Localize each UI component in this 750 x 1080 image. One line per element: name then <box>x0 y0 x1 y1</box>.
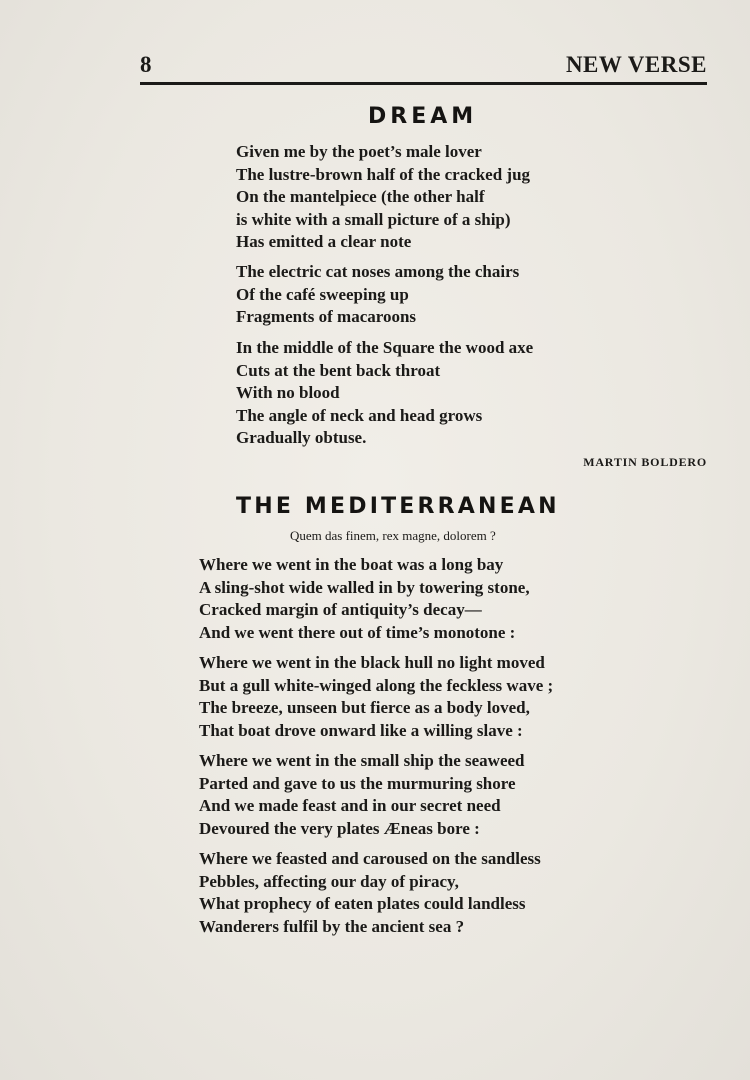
poem-line: Parted and gave to us the murmuring shore <box>199 773 516 793</box>
poem-line: In the middle of the Square the wood axe <box>236 338 534 357</box>
poem-author: MARTIN BOLDERO <box>583 455 707 469</box>
poem-line: Gradually obtuse. <box>236 428 367 448</box>
med-stanza-4 <box>199 848 541 938</box>
poem-line: Where we went in the black hull no light moved <box>199 653 545 672</box>
poem-line: The lustre-brown half of the cracked jug <box>236 164 531 184</box>
page-header <box>140 52 707 80</box>
poem-line: Where we went in the small ship the seaweed <box>199 751 525 770</box>
med-stanza-3 <box>199 750 525 840</box>
poem-line: The electric cat noses among the chairs <box>236 262 520 281</box>
poem-line: Devoured the very plates Æneas bore : <box>199 818 480 838</box>
poem-title-mediterranean: THE MEDITERRANEAN <box>236 494 560 519</box>
poem-line: Pebbles, affecting our day of piracy, <box>199 871 459 891</box>
poem-line: Cuts at the bent back throat <box>236 360 441 380</box>
poem-line: Has emitted a clear note <box>236 232 412 252</box>
poem-line: With no blood <box>236 383 340 403</box>
dream-stanza-2 <box>236 261 519 329</box>
poem-line: Given me by the poet’s male lover <box>236 142 482 161</box>
poem-line: And we went there out of time’s monotone : <box>199 622 516 642</box>
poem-title-dream: DREAM <box>368 104 478 129</box>
poem-line: On the mantelpiece (the other half <box>236 187 485 207</box>
poem-epigraph: Quem das finem, rex magne, dolorem ? <box>290 528 496 543</box>
poem-line: A sling-shot wide walled in by towering stone, <box>199 577 530 597</box>
poem-line: Fragments of macaroons <box>236 307 417 327</box>
poem-line: The angle of neck and head grows <box>236 405 483 425</box>
poem-line: Wanderers fulfil by the ancient sea ? <box>199 916 465 936</box>
poem-line: That boat drove onward like a willing slave : <box>199 720 523 740</box>
dream-stanza-1 <box>236 141 530 254</box>
header-rule <box>140 82 707 85</box>
poem-line: The breeze, unseen but fierce as a body loved, <box>199 698 530 718</box>
poem-line: But a gull white-winged along the feckless wave ; <box>199 675 554 695</box>
page-number: 8 <box>140 52 152 77</box>
magazine-title: NEW VERSE <box>565 52 707 77</box>
poem-line: is white with a small picture of a ship) <box>236 209 511 229</box>
med-stanza-2 <box>199 652 553 742</box>
poem-line: Of the café sweeping up <box>236 284 409 304</box>
poem-line: Where we went in the boat was a long bay <box>199 555 504 574</box>
poem-line: And we made feast and in our secret need <box>199 796 501 816</box>
med-stanza-1 <box>199 554 530 644</box>
dream-stanza-3 <box>236 337 533 450</box>
poem-line: What prophecy of eaten plates could landless <box>199 894 526 914</box>
poem-line: Cracked margin of antiquity’s decay— <box>199 600 482 620</box>
poem-line: Where we feasted and caroused on the sandless <box>199 849 541 868</box>
